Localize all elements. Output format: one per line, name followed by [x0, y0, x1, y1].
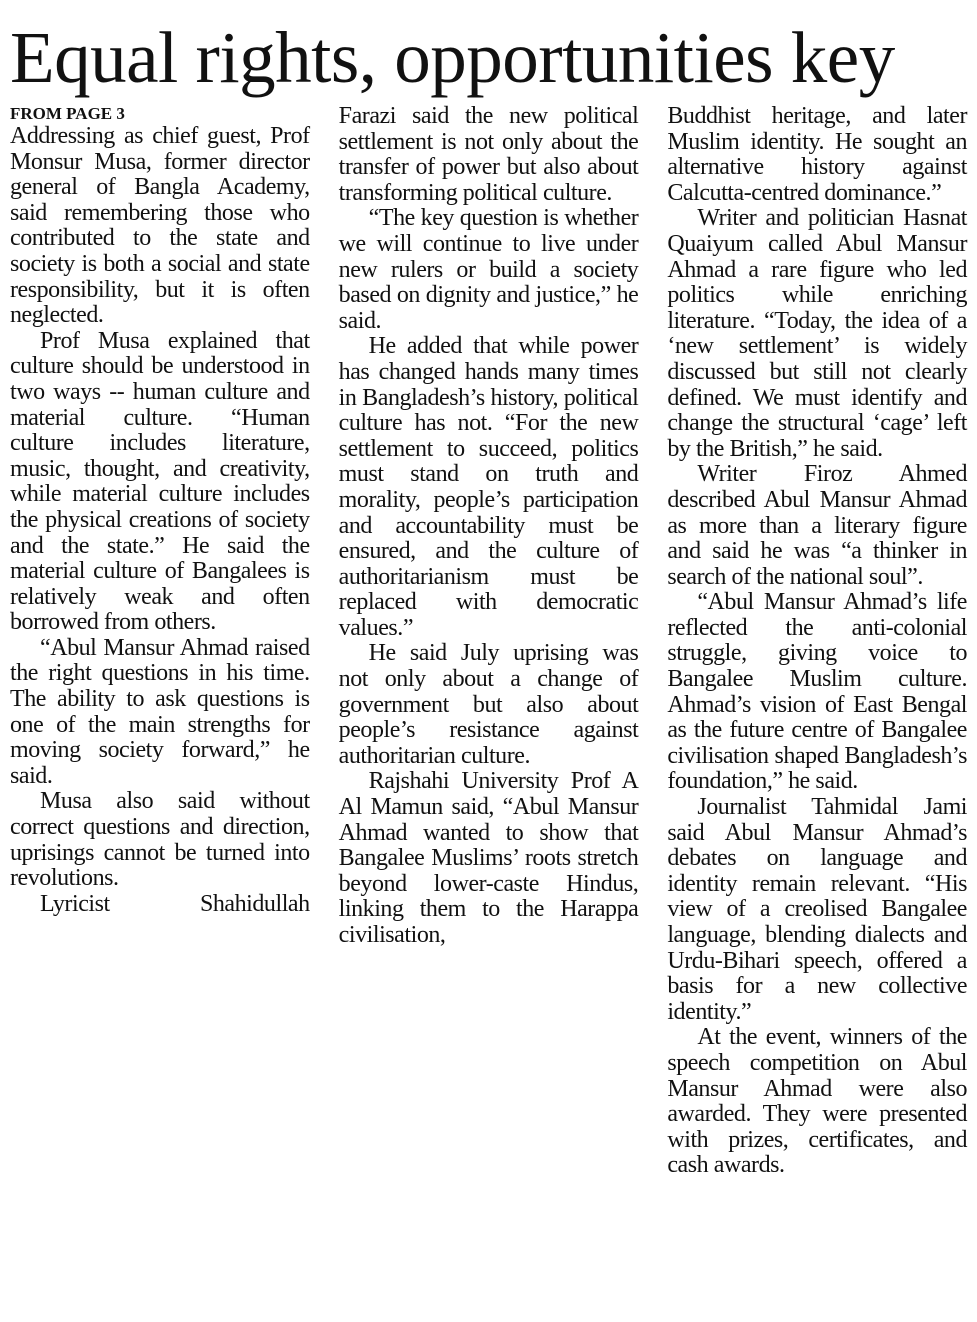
- article-body: [10, 104, 967, 1179]
- paragraph: Journalist Tahmidal Jami said Abul Mansur Ahmad’s debates on language and identity remain relevant. “His view of a creolised Bangalee language, blending dialects and Urdu-Bihari speech, offered a basis for a new collective identity.”: [667, 794, 968, 1025]
- paragraph: Prof Musa explained that culture should be understood in two ways -- human culture and material culture. “Human culture includes literature, music, thought, and creativity, while material culture includes the physical creations of society and the state.” He said the material culture of Bangalees is relatively weak and often borrowed from others.: [10, 327, 310, 636]
- paragraph: Rajshahi University Prof A Al Mamun said, “Abul Mansur Ahmad wanted to show that Bangalee Muslims’ roots stretch beyond lower-caste Hindus, linking them to the Harappa civilisation,: [338, 768, 639, 948]
- paragraph: “Abul Mansur Ahmad’s life reflected the anti-colonial struggle, giving voice to Bangalee Muslim culture. Ahmad’s vision of East Bengal as the future centre of Bangalee civilisation shaped Bangladesh’s foundation,” he said.: [667, 589, 968, 795]
- paragraph: Writer and politician Hasnat Quaiyum called Abul Mansur Ahmad a rare figure who led politics while enriching literature. “Today, the idea of a ‘new settlement’ is widely discussed but still not clearly defined. We must identify and change the structural ‘cage’ left by the British,” he said.: [667, 205, 968, 462]
- paragraph: He said July uprising was not only about a change of government but also about people’s resistance against authoritarian culture.: [338, 640, 639, 769]
- paragraph: Buddhist heritage, and later Muslim identity. He sought an alternative history against Calcutta-centred dominance.”: [667, 103, 968, 206]
- continuation-kicker: FROM PAGE 3: [10, 104, 125, 123]
- paragraph: Farazi said the new political settlement is not only about the transfer of power but also about transforming political culture.: [338, 103, 639, 206]
- paragraph: Musa also said without correct questions and direction, uprisings cannot be turned into revolutions.: [10, 788, 310, 892]
- paragraph: He added that while power has changed hands many times in Bangladesh’s history, political culture has not. “For the new settlement to succeed, politics must stand on truth and morality, people’s participation and accountability must be ensured, and the culture of authoritarianism must be replaced with democratic values.”: [338, 333, 639, 641]
- column-1: [10, 104, 310, 1179]
- paragraph: At the event, winners of the speech competition on Abul Mansur Ahmad were also awarded. They were presented with prizes, certificates, and cash awards.: [667, 1024, 968, 1179]
- paragraph: “The key question is whether we will continue to live under new rulers or build a society based on dignity and justice,” he said.: [338, 205, 639, 334]
- headline: Equal rights, opportunities key: [10, 17, 895, 98]
- paragraph: “Abul Mansur Ahmad raised the right questions in his time. The ability to ask questions is one of the main strengths for moving society forward,” he said.: [10, 634, 310, 789]
- column-2: [339, 104, 639, 1179]
- paragraph: Addressing as chief guest, Prof Monsur Musa, former director general of Bangla Academy, said remembering those who contributed to the state and society is both a social and state responsibility, but it is often neglected.: [10, 123, 310, 329]
- paragraph: Lyricist Shahidullah: [40, 890, 310, 917]
- paragraph: Writer Firoz Ahmed described Abul Mansur Ahmad as more than a literary figure and said he was “a thinker in search of the national soul”.: [667, 461, 968, 590]
- column-3: [667, 104, 967, 1179]
